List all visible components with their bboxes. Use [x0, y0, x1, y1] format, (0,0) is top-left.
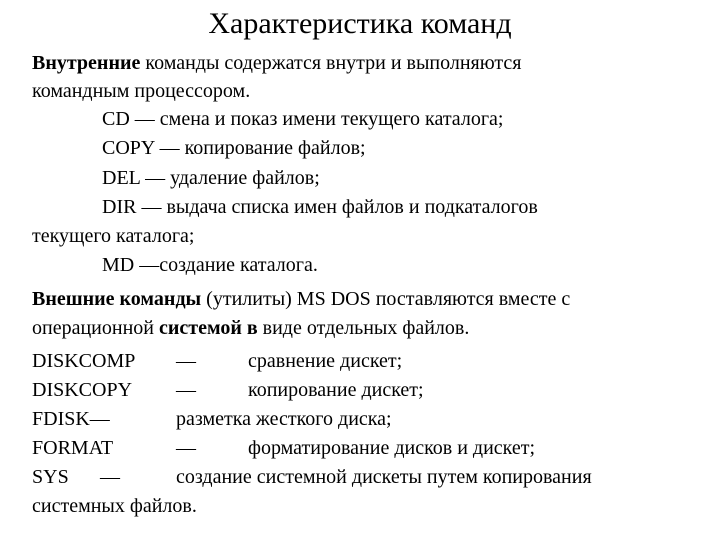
ext-format-dash: —	[176, 437, 196, 459]
ext-diskcomp-dash: —	[176, 350, 196, 372]
ext-fdisk-name: FDISK—	[32, 408, 110, 430]
external-intro-line1	[32, 287, 570, 311]
cmd-md: MD —создание каталога.	[102, 254, 318, 276]
external-bold-system: системой в	[158, 317, 258, 339]
cmd-copy: COPY — копирование файлов;	[102, 137, 366, 159]
internal-intro-rest: команды содержатся внутри и выполняются	[140, 52, 522, 74]
external-text-a: операционной	[32, 317, 159, 339]
cmd-dir-line2: текущего каталога;	[32, 225, 195, 247]
ext-format-desc: форматирование дисков и дискет;	[248, 437, 536, 459]
ext-sys-line2: системных файлов.	[32, 495, 197, 517]
ext-diskcomp-name: DISKCOMP	[32, 350, 136, 372]
cmd-del: DEL — удаление файлов;	[102, 167, 320, 189]
ext-sys-desc: создание системной дискеты путем копирования	[176, 466, 592, 488]
external-intro-line2	[32, 316, 469, 340]
ext-diskcopy-desc: копирование дискет;	[248, 379, 424, 401]
external-text-b: виде отдельных файлов.	[257, 317, 470, 339]
internal-intro-line2: командным процессором.	[32, 80, 251, 102]
external-intro-rest: (утилиты) MS DOS поставляются вместе с	[201, 288, 571, 310]
ext-diskcomp-desc: сравнение дискет;	[248, 350, 403, 372]
ext-diskcopy-name: DISKCOPY	[32, 379, 133, 401]
page-title: Характеристика команд	[208, 7, 512, 40]
ext-format-name: FORMAT	[32, 437, 114, 459]
ext-sys-dash: —	[100, 466, 120, 488]
cmd-dir-line1: DIR — выдача списка имен файлов и подкаталогов	[102, 196, 538, 218]
external-bold-term: Внешние команды	[32, 288, 202, 310]
ext-sys-name: SYS	[32, 466, 69, 488]
internal-bold-term: Внутренние	[32, 52, 141, 74]
internal-intro-line1	[32, 51, 522, 75]
ext-fdisk-desc: разметка жесткого диска;	[176, 408, 392, 430]
ext-diskcopy-dash: —	[176, 379, 196, 401]
cmd-cd: CD — смена и показ имени текущего каталога;	[102, 108, 504, 130]
